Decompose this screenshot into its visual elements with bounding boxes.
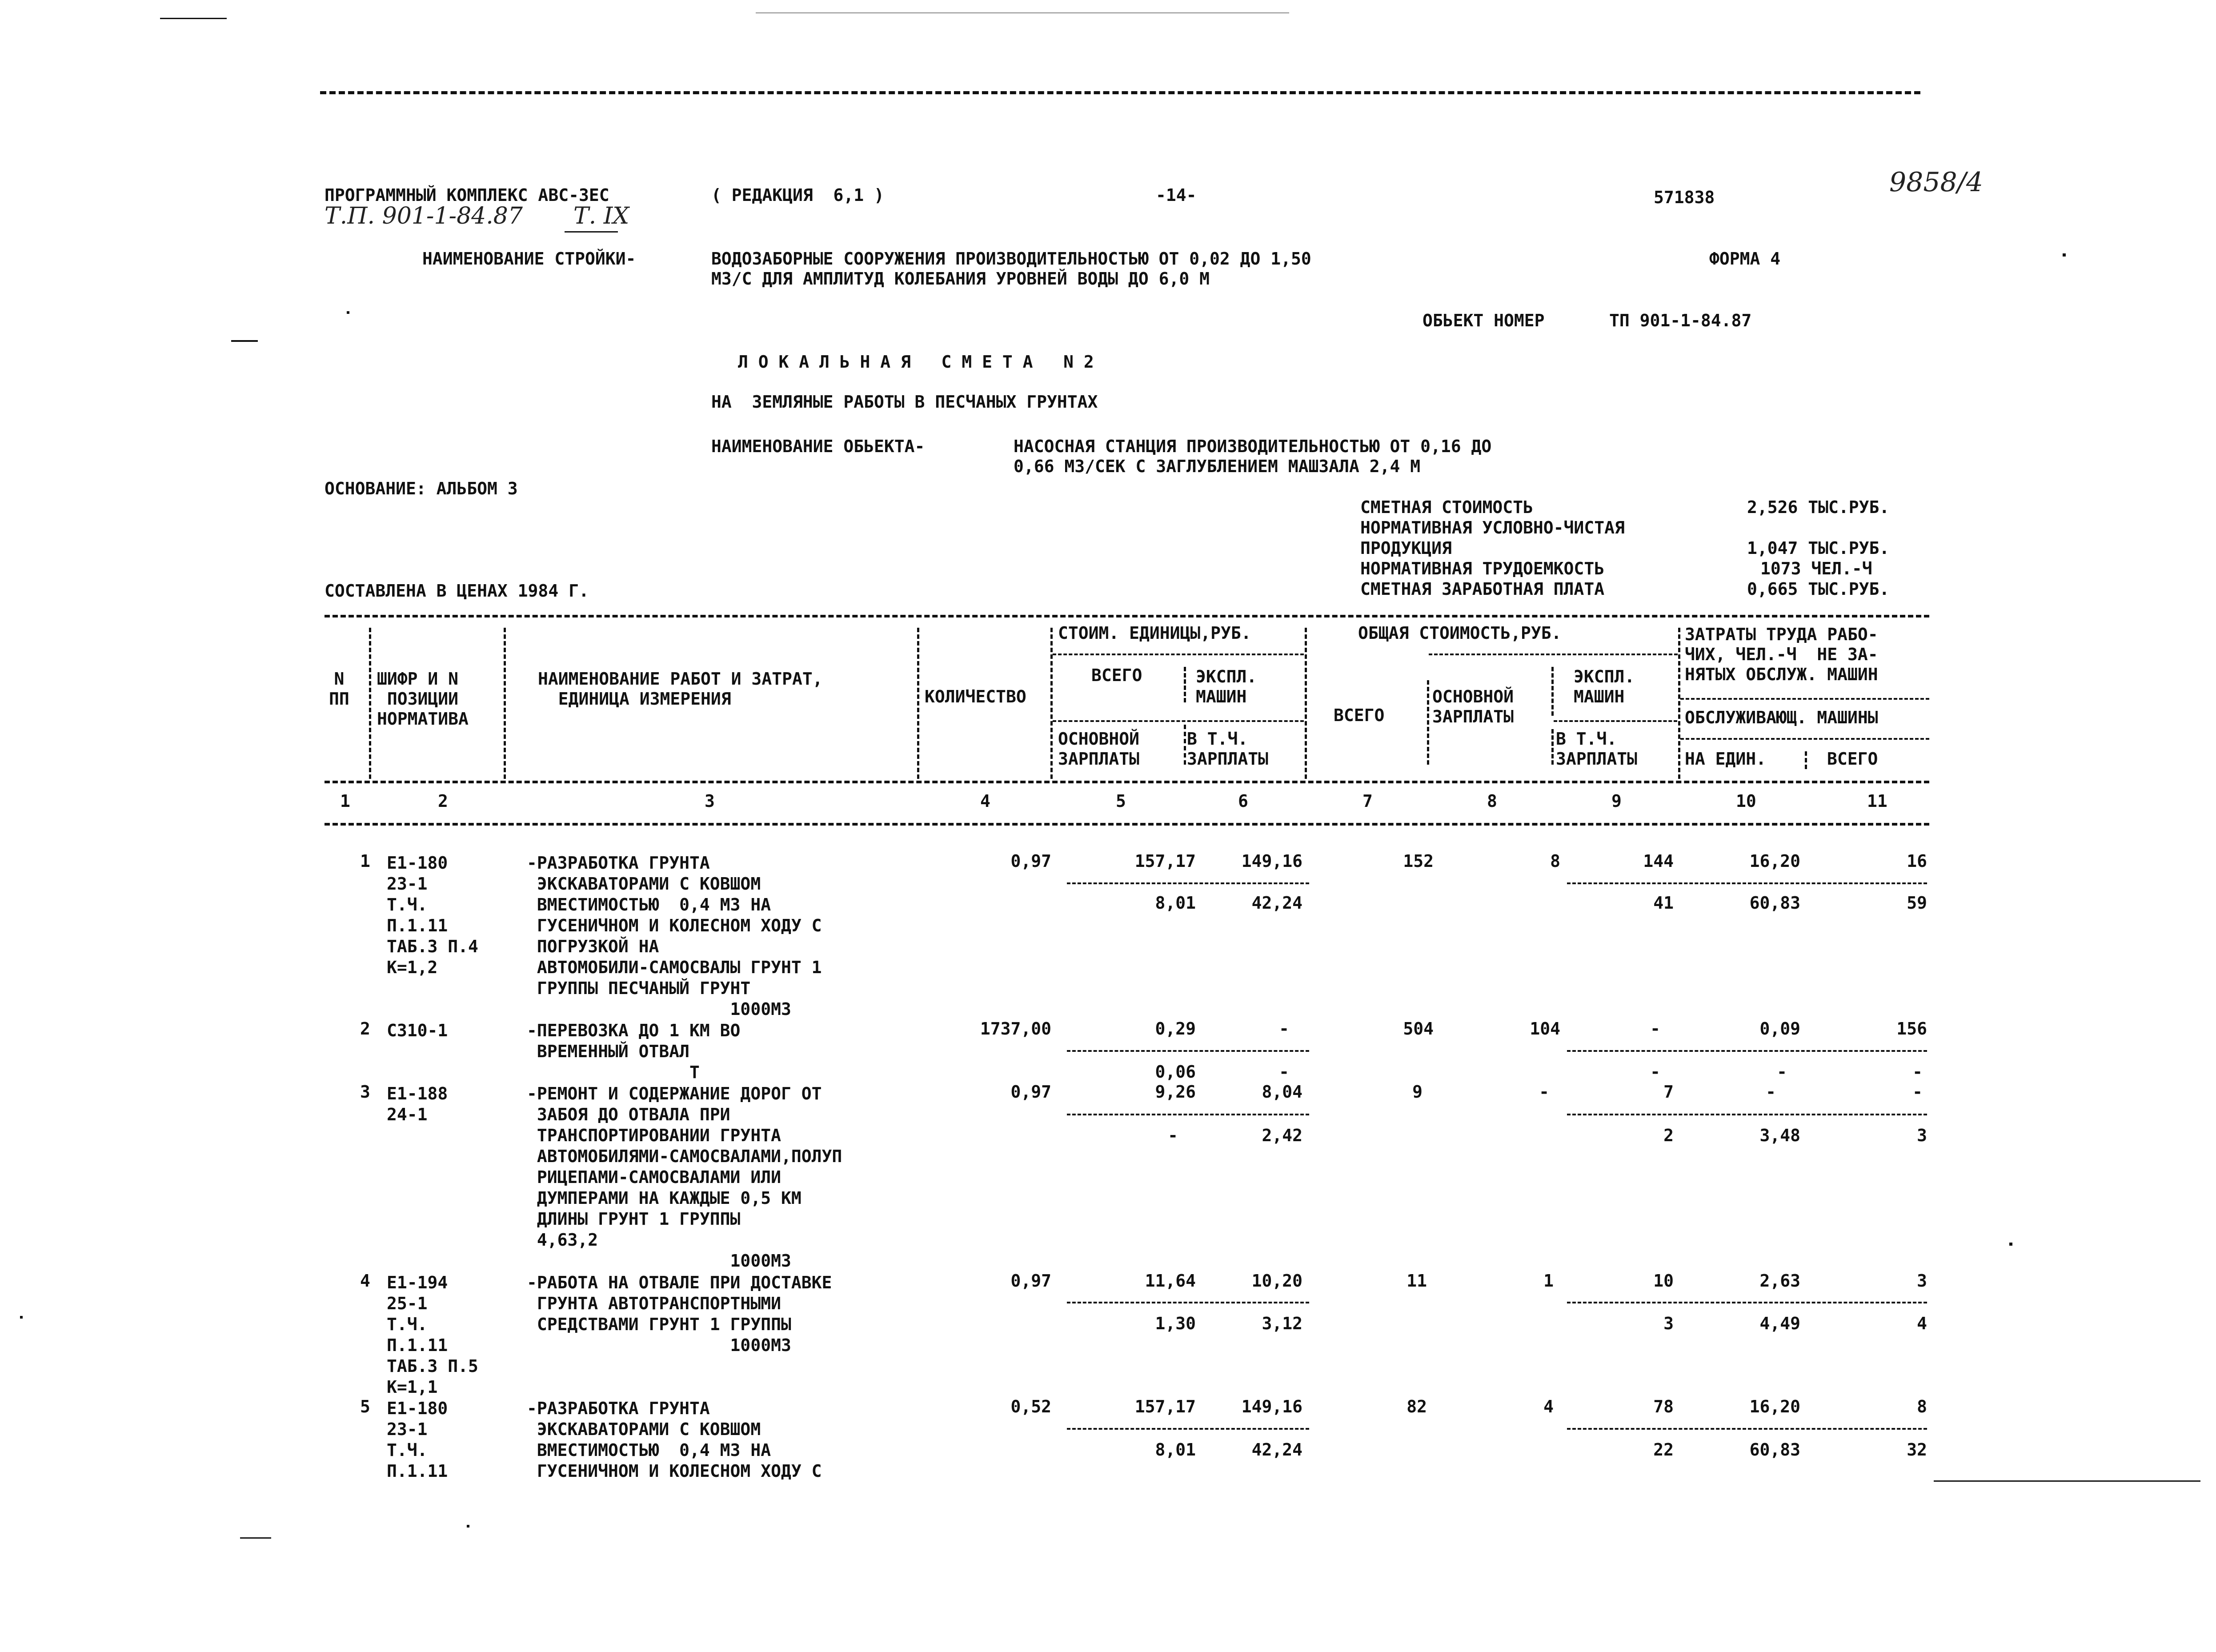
col-sep-7 — [1427, 680, 1429, 765]
row-labor-unit-service: 60,83 — [1749, 1440, 1800, 1460]
row-labor-all: 156 — [1896, 1019, 1927, 1039]
summary-label-1: СМЕТНАЯ СТОИМОСТЬ — [1360, 497, 1533, 517]
row-code: С310-1 — [387, 1021, 448, 1040]
composed-prices: СОСТАВЛЕНА В ЦЕНАХ 1984 Г. — [325, 581, 589, 601]
row-divider — [1567, 1114, 1927, 1115]
object-number: ТП 901-1-84.87 — [1609, 311, 1752, 330]
row-unit-base: 0,06 — [1155, 1062, 1196, 1082]
row-unit-all: 0,29 — [1155, 1019, 1196, 1039]
header-labor-service: ОБСЛУЖИВАЮЩ. МАШИНЫ — [1685, 708, 1878, 727]
row-code: Е1-194 25-1 Т.Ч. П.1.11 ТАБ.3 П.5 К=1,1 — [387, 1273, 478, 1397]
col-number-1: 1 — [340, 791, 350, 811]
header-labor-all: ВСЕГО — [1827, 749, 1878, 769]
row-total-exp: 78 — [1653, 1397, 1674, 1416]
row-labor-all-service: 59 — [1907, 893, 1927, 913]
row-quantity: 0,97 — [1010, 1271, 1051, 1291]
col-sep-3 — [917, 628, 919, 779]
row-labor-all-service: - — [1912, 1062, 1923, 1082]
row-labor-unit: 16,20 — [1749, 1397, 1800, 1416]
unit-sub-rule — [1053, 720, 1304, 722]
unit-group-rule — [1053, 654, 1304, 655]
summary-label-3: ПРОДУКЦИЯ — [1360, 538, 1452, 558]
row-total-exp: 144 — [1643, 851, 1674, 871]
header-col-qty: КОЛИЧЕСТВО — [925, 687, 1026, 706]
row-unit-exp: 149,16 — [1241, 851, 1302, 871]
scan-speck — [467, 1525, 469, 1528]
page-number: -14- — [1156, 185, 1197, 205]
row-name: -РАБОТА НА ОТВАЛЕ ПРИ ДОСТАВКЕ ГРУНТА АВТОТРАНСПОРТНЫМИ СРЕДСТВАМИ ГРУНТ 1 ГРУППЫ 1000М3 — [527, 1273, 832, 1355]
row-unit-incl: 2,42 — [1262, 1126, 1302, 1145]
col-number-4: 4 — [980, 791, 990, 811]
row-name: -РАЗРАБОТКА ГРУНТА ЭКСКАВАТОРАМИ С КОВШОМ ВМЕСТИМОСТЬЮ 0,4 М3 НА ГУСЕНИЧНОМ И КОЛЕСНОМ ХОДУ С ПОГРУЗКОЙ НА АВТОМОБИЛИ-САМОСВАЛЫ ГРУНТ 1 ГРУППЫ ПЕСЧАНЫЙ ГРУНТ 1000М3 — [527, 853, 822, 1019]
row-labor-unit: 16,20 — [1749, 851, 1800, 871]
row-labor-unit: 0,09 — [1759, 1019, 1800, 1039]
construction-line2: М3/С ДЛЯ АМПЛИТУД КОЛЕБАНИЯ УРОВНЕЙ ВОДЫ ДО 6,0 М — [711, 269, 1210, 289]
row-divider — [1067, 1428, 1309, 1430]
handwritten-tp: Т.П. 901-1-84.87 — [325, 203, 523, 229]
handwritten-corner: 9858/4 — [1889, 167, 1984, 198]
row-divider — [1067, 1114, 1309, 1115]
scan-mark-bottom — [240, 1537, 271, 1539]
summary-value-4: 1073 ЧЕЛ.-Ч — [1760, 559, 1872, 578]
scan-mark-right — [1934, 1480, 2200, 1482]
row-total-exp: 10 — [1653, 1271, 1674, 1291]
row-labor-all: 8 — [1917, 1397, 1927, 1416]
row-unit-exp: - — [1279, 1019, 1289, 1039]
row-number: 5 — [360, 1397, 370, 1416]
col-sep-2 — [504, 628, 506, 779]
handwritten-underline — [565, 231, 618, 233]
total-group-rule — [1429, 654, 1678, 655]
row-labor-unit-service: 60,83 — [1749, 893, 1800, 913]
construction-label: НАИМЕНОВАНИЕ СТРОЙКИ- — [422, 249, 636, 269]
header-col-npp: N ПП — [329, 669, 349, 709]
summary-value-5: 0,665 ТЫС.РУБ. — [1747, 579, 1890, 599]
row-unit-incl: - — [1279, 1062, 1289, 1082]
summary-label-2: НОРМАТИВНАЯ УСЛОВНО-ЧИСТАЯ — [1360, 518, 1625, 537]
col-sep-6 — [1305, 628, 1307, 779]
row-unit-all: 9,26 — [1155, 1082, 1196, 1102]
row-divider — [1067, 1050, 1309, 1052]
header-labor-unit: НА ЕДИН. — [1685, 749, 1767, 769]
col-number-2: 2 — [438, 791, 448, 811]
row-total-exp: - — [1650, 1019, 1660, 1039]
row-name: -ПЕРЕВОЗКА ДО 1 КМ ВО ВРЕМЕННЫЙ ОТВАЛ Т — [527, 1021, 741, 1082]
row-unit-all: 11,64 — [1145, 1271, 1196, 1291]
row-total-base: - — [1539, 1082, 1549, 1102]
page-subtitle: НА ЗЕМЛЯНЫЕ РАБОТЫ В ПЕСЧАНЫХ ГРУНТАХ — [711, 392, 1098, 412]
row-total-base: 1 — [1543, 1271, 1554, 1291]
row-total-base: 4 — [1543, 1397, 1554, 1416]
row-labor-unit: - — [1766, 1082, 1776, 1102]
col-number-10: 10 — [1736, 791, 1756, 811]
row-unit-base: 8,01 — [1155, 893, 1196, 913]
table-rule-numbers-bottom — [325, 823, 1929, 826]
summary-value-1: 2,526 ТЫС.РУБ. — [1747, 497, 1890, 517]
edition: ( РЕДАКЦИЯ 6,1 ) — [711, 185, 884, 205]
header-col-code: ШИФР И N ПОЗИЦИИ НОРМАТИВА — [377, 669, 469, 729]
header-total-exp: ЭКСПЛ. МАШИН — [1574, 667, 1635, 706]
header-total-all: ВСЕГО — [1334, 706, 1385, 725]
row-labor-all-service: 4 — [1917, 1314, 1927, 1333]
construction-line1: ВОДОЗАБОРНЫЕ СООРУЖЕНИЯ ПРОИЗВОДИТЕЛЬНОСТЬЮ ОТ 0,02 ДО 1,50 — [711, 249, 1311, 269]
row-total-all: 82 — [1407, 1397, 1427, 1416]
labor-sub-rule-2 — [1680, 738, 1929, 740]
table-rule-header-bottom — [325, 781, 1929, 783]
row-labor-unit: 2,63 — [1759, 1271, 1800, 1291]
row-labor-unit-service: 3,48 — [1759, 1126, 1800, 1145]
object-number-label: ОБЬЕКТ НОМЕР — [1423, 311, 1545, 330]
row-total-incl: 41 — [1653, 893, 1674, 913]
col-number-9: 9 — [1611, 791, 1622, 811]
row-unit-exp: 149,16 — [1241, 1397, 1302, 1416]
row-labor-unit-service: 4,49 — [1759, 1314, 1800, 1333]
row-labor-unit-service: - — [1777, 1062, 1787, 1082]
row-total-all: 11 — [1407, 1271, 1427, 1291]
row-unit-all: 157,17 — [1134, 851, 1196, 871]
object-name-label: НАИМЕНОВАНИЕ ОБЬЕКТА- — [711, 437, 925, 456]
row-total-exp: 7 — [1663, 1082, 1674, 1102]
row-number: 4 — [360, 1271, 370, 1291]
row-unit-incl: 3,12 — [1262, 1314, 1302, 1333]
handwritten-volume: Т. IX — [573, 203, 629, 229]
table-rule-top — [325, 615, 1929, 617]
col-sep-8 — [1551, 667, 1554, 716]
perforation-line — [320, 91, 1920, 94]
object-name-line2: 0,66 М3/СЕК С ЗАГЛУБЛЕНИЕМ МАШЗАЛА 2,4 М — [1014, 457, 1421, 476]
row-labor-all-service: 32 — [1907, 1440, 1927, 1460]
row-unit-all: 157,17 — [1134, 1397, 1196, 1416]
row-divider — [1567, 1050, 1927, 1052]
row-name: -РЕМОНТ И СОДЕРЖАНИЕ ДОРОГ ОТ ЗАБОЯ ДО ОТВАЛА ПРИ ТРАНСПОРТИРОВАНИИ ГРУНТА АВТОМОБИЛЯМИ-САМОСВАЛАМИ,ПОЛУП РИЦЕПАМИ-САМОСВАЛАМИ ИЛИ ДУМПЕРАМИ НА КАЖДЫЕ 0,5 КМ ДЛИНЫ ГРУНТ 1 ГРУППЫ 4,63,2 1000М3 — [527, 1084, 842, 1271]
row-divider — [1067, 882, 1309, 884]
row-divider — [1067, 1302, 1309, 1303]
col-number-7: 7 — [1362, 791, 1373, 811]
summary-label-4: НОРМАТИВНАЯ ТРУДОЕМКОСТЬ — [1360, 559, 1605, 578]
row-labor-all: - — [1912, 1082, 1923, 1102]
header-total-incl: В Т.Ч. ЗАРПЛАТЫ — [1556, 729, 1638, 769]
scan-speck — [2063, 253, 2066, 257]
header-unit-all: ВСЕГО — [1091, 666, 1142, 685]
row-unit-exp: 10,20 — [1251, 1271, 1302, 1291]
row-code: Е1-188 24-1 — [387, 1084, 448, 1124]
col-number-11: 11 — [1867, 791, 1887, 811]
row-unit-exp: 8,04 — [1262, 1082, 1302, 1102]
row-total-all: 504 — [1403, 1019, 1434, 1039]
header-unit-incl: В Т.Ч. ЗАРПЛАТЫ — [1187, 729, 1269, 769]
row-divider — [1567, 1302, 1927, 1303]
scan-mark-top-2 — [756, 12, 1289, 13]
col-number-6: 6 — [1238, 791, 1248, 811]
col-sep-4 — [1050, 628, 1053, 779]
col-sep-1 — [369, 628, 371, 779]
row-number: 1 — [360, 851, 370, 871]
row-quantity: 0,52 — [1010, 1397, 1051, 1416]
row-number: 2 — [360, 1019, 370, 1039]
row-total-incl: 3 — [1663, 1314, 1674, 1333]
scan-mark-top — [160, 18, 227, 19]
program-name: ПРОГРАММНЫЙ КОМПЛЕКС АВС-3ЕС — [325, 185, 609, 205]
row-divider — [1567, 882, 1927, 884]
header-col-name: НАИМЕНОВАНИЕ РАБОТ И ЗАТРАТ, ЕДИНИЦА ИЗМЕРЕНИЯ — [538, 669, 823, 709]
row-labor-all-service: 3 — [1917, 1126, 1927, 1145]
row-code: Е1-180 23-1 Т.Ч. П.1.11 ТАБ.3 П.4 К=1,2 — [387, 853, 478, 977]
scan-speck — [20, 1316, 23, 1319]
col-sep-8b — [1551, 729, 1554, 765]
row-total-incl: - — [1650, 1062, 1660, 1082]
summary-value-3: 1,047 ТЫС.РУБ. — [1747, 538, 1890, 558]
row-quantity: 0,97 — [1010, 1082, 1051, 1102]
row-code: Е1-180 23-1 Т.Ч. П.1.11 — [387, 1399, 448, 1481]
row-labor-all: 16 — [1907, 851, 1927, 871]
col-sep-10 — [1805, 751, 1807, 769]
header-group-total-cost: ОБЩАЯ СТОИМОСТЬ,РУБ. — [1358, 623, 1562, 643]
col-sep-5 — [1184, 667, 1186, 702]
header-group-unit-cost: СТОИМ. ЕДИНИЦЫ,РУБ. — [1058, 623, 1251, 643]
header-total-base: ОСНОВНОЙ ЗАРПЛАТЫ — [1432, 687, 1514, 726]
document-code: 571838 — [1654, 188, 1715, 207]
page-title: Л О К А Л Ь Н А Я С М Е Т А N 2 — [738, 352, 1094, 372]
object-name-line1: НАСОСНАЯ СТАНЦИЯ ПРОИЗВОДИТЕЛЬНОСТЬЮ ОТ 0,16 ДО — [1014, 437, 1492, 456]
col-sep-5b — [1184, 725, 1186, 765]
row-quantity: 0,97 — [1010, 851, 1051, 871]
header-unit-base: ОСНОВНОЙ ЗАРПЛАТЫ — [1058, 729, 1140, 769]
row-total-base: 104 — [1530, 1019, 1560, 1039]
total-sub-rule — [1554, 720, 1677, 722]
row-divider — [1567, 1428, 1927, 1430]
row-unit-incl: 42,24 — [1251, 1440, 1302, 1460]
header-unit-exp: ЭКСПЛ. МАШИН — [1196, 667, 1257, 706]
scan-speck — [231, 340, 258, 342]
row-unit-base: 8,01 — [1155, 1440, 1196, 1460]
row-number: 3 — [360, 1082, 370, 1102]
col-sep-9 — [1678, 628, 1680, 779]
summary-label-5: СМЕТНАЯ ЗАРАБОТНАЯ ПЛАТА — [1360, 579, 1605, 599]
row-total-all: 152 — [1403, 851, 1434, 871]
header-group-labor: ЗАТРАТЫ ТРУДА РАБО- ЧИХ, ЧЕЛ.-Ч НЕ ЗА- НЯТЫХ ОБСЛУЖ. МАШИН — [1685, 625, 1878, 684]
row-total-incl: 2 — [1663, 1126, 1674, 1145]
row-total-all: 9 — [1412, 1082, 1423, 1102]
basis: ОСНОВАНИЕ: АЛЬБОМ 3 — [325, 479, 518, 498]
scan-speck — [347, 311, 349, 314]
row-unit-base: 1,30 — [1155, 1314, 1196, 1333]
labor-sub-rule-1 — [1680, 698, 1929, 700]
col-number-3: 3 — [705, 791, 715, 811]
row-labor-all: 3 — [1917, 1271, 1927, 1291]
row-total-base: 8 — [1550, 851, 1560, 871]
scan-speck — [2009, 1243, 2012, 1246]
row-unit-base: - — [1168, 1126, 1178, 1145]
col-number-5: 5 — [1116, 791, 1126, 811]
row-quantity: 1737,00 — [980, 1019, 1051, 1039]
row-total-incl: 22 — [1653, 1440, 1674, 1460]
col-number-8: 8 — [1487, 791, 1497, 811]
form-number: ФОРМА 4 — [1709, 249, 1781, 269]
row-unit-incl: 42,24 — [1251, 893, 1302, 913]
row-name: -РАЗРАБОТКА ГРУНТА ЭКСКАВАТОРАМИ С КОВШОМ ВМЕСТИМОСТЬЮ 0,4 М3 НА ГУСЕНИЧНОМ И КОЛЕСНОМ ХОДУ С — [527, 1399, 822, 1481]
